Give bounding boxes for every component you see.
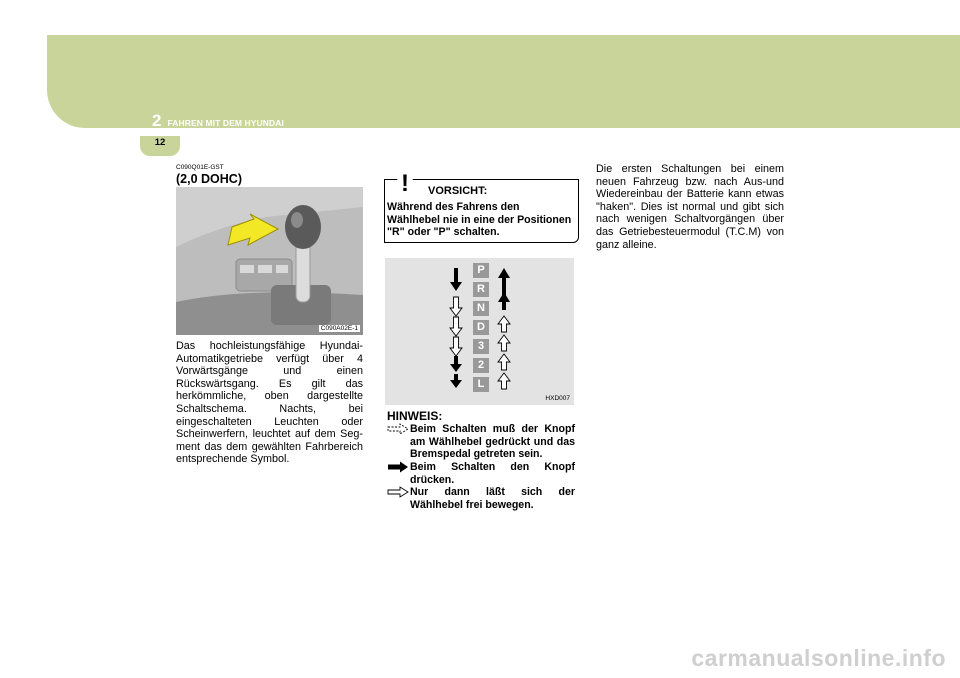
arrow-down-outline-icon (450, 297, 462, 316)
right-paragraph: Die ersten Schaltungen bei einem neuen Fahrzeug bzw. nach Aus-und Wiedereinbau der Batterie kann etwas "haken". Dies ist normal und gibt sich nach wenigen Schaltvorgängen über das Getriebesteuermodul (T.C.M) von ganz alleine. (596, 163, 784, 251)
gear-lever-photo (176, 187, 363, 335)
note-item-2: Beim Schalten den Knopf drücken. (410, 461, 575, 486)
gear-2: 2 (473, 358, 489, 373)
chapter-number: 2 (152, 111, 162, 130)
section-code: C090Q01E-GST (176, 164, 224, 171)
image-label: C090A02E-1 (320, 325, 358, 332)
section-heading: (2,0 DOHC) (176, 172, 242, 186)
arrow-down-solid-icon (450, 374, 462, 388)
diagram-label: HXD007 (545, 395, 570, 402)
warning-text: Während des Fahrens den Wählhebel nie in eine der Positionen "R" oder "P" schalten. (387, 201, 572, 238)
chapter-title: FAHREN MIT DEM HYUNDAI (167, 118, 284, 128)
gear-r: R (473, 282, 489, 297)
arrow-right-dashed-icon (387, 423, 409, 435)
shift-pattern-diagram (385, 258, 574, 405)
warning-triangle-icon (388, 166, 422, 196)
left-arrows (445, 262, 467, 390)
page-number: 12 (140, 136, 180, 156)
arrow-up-outline-icon (498, 335, 510, 351)
chapter-header (152, 111, 284, 131)
arrow-right-outline-icon (387, 486, 409, 498)
right-arrows (493, 262, 515, 390)
left-paragraph: Das hochleistungsfähige Hyundai-Automatikgetriebe verfügt über 4 Vorwärtsgänge und einen Rückswärtsgang. Es gilt das herkömmliche, oben dargestellte Schaltschema. Nachts, bei eingeschalteten Leuchten oder Scheinwerfern, leuchtet auf dem Seg-ment das dem gewählten Fahrbereich entsprechende Symbol. (176, 340, 363, 466)
gear-n: N (473, 301, 489, 316)
arrow-right-solid-icon (387, 461, 409, 473)
arrow-up-solid-icon (498, 292, 510, 310)
gear-lever-illustration (176, 187, 363, 335)
arrow-down-solid-icon (450, 268, 462, 291)
note-item-3: Nur dann läßt sich der Wählhebel frei bewegen. (410, 486, 575, 511)
gear-l: L (473, 377, 489, 392)
gear-3: 3 (473, 339, 489, 354)
gear-p: P (473, 263, 489, 278)
arrow-down-outline-icon (450, 337, 462, 356)
note-title: HINWEIS: (387, 409, 443, 423)
note-item-1: Beim Schalten muß der Knopf am Wählhebel gedrückt und das Bremspedal getreten sein. (410, 423, 575, 460)
watermark: carmanualsonline.info (691, 645, 946, 671)
arrow-up-outline-icon (498, 316, 510, 332)
warning-title: VORSICHT: (428, 185, 488, 197)
gear-d: D (473, 320, 489, 335)
arrow-down-outline-icon (450, 317, 462, 336)
arrow-down-solid-icon (450, 356, 462, 372)
warning-symbol: ! (401, 170, 409, 196)
arrow-up-outline-icon (498, 373, 510, 389)
arrow-up-outline-icon (498, 354, 510, 370)
